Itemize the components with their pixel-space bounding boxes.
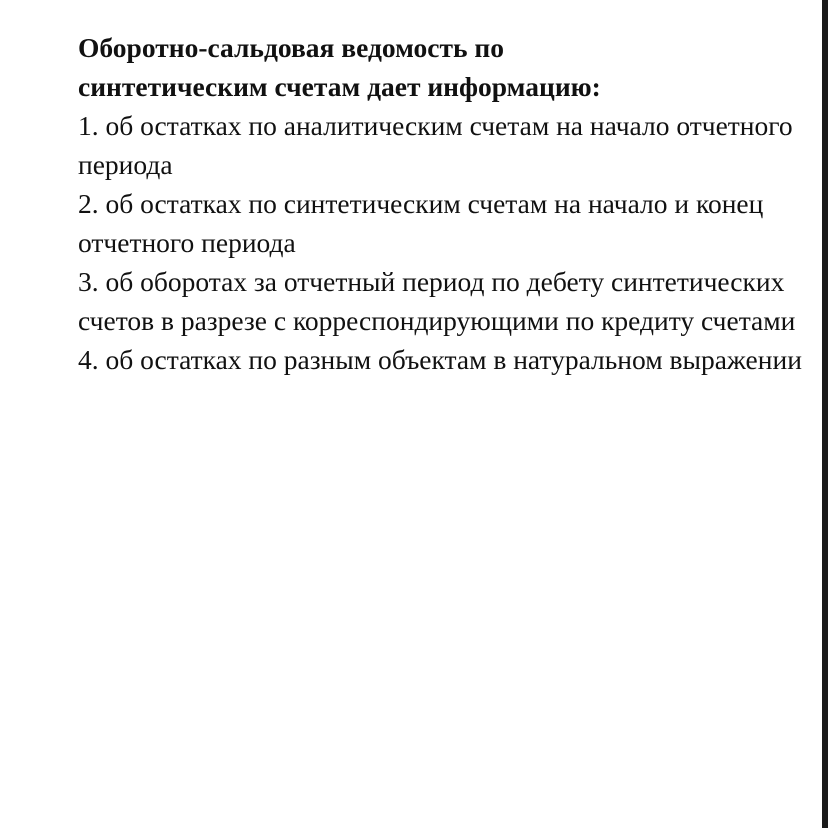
- question-line-1: Оборотно-сальдовая ведомость по: [78, 32, 504, 63]
- answer-option-2: 2. об остатках по синтетическим счетам на начало и конец отчетного периода: [78, 188, 764, 258]
- page-edge-divider: [822, 0, 828, 828]
- question-block: [78, 28, 808, 379]
- question-text: [78, 28, 808, 106]
- answer-list: [78, 106, 808, 379]
- answer-option-1: 1. об остатках по аналитическим счетам на начало отчетного периода: [78, 110, 793, 180]
- question-line-2: синтетическим счетам дает информацию:: [78, 71, 601, 102]
- answer-option-4: 4. об остатках по разным объектам в натуральном выражении: [78, 344, 802, 375]
- answer-option-3: 3. об оборотах за отчетный период по дебету синтетических счетов в разрезе с корреспондирующими по кредиту счетами: [78, 266, 796, 336]
